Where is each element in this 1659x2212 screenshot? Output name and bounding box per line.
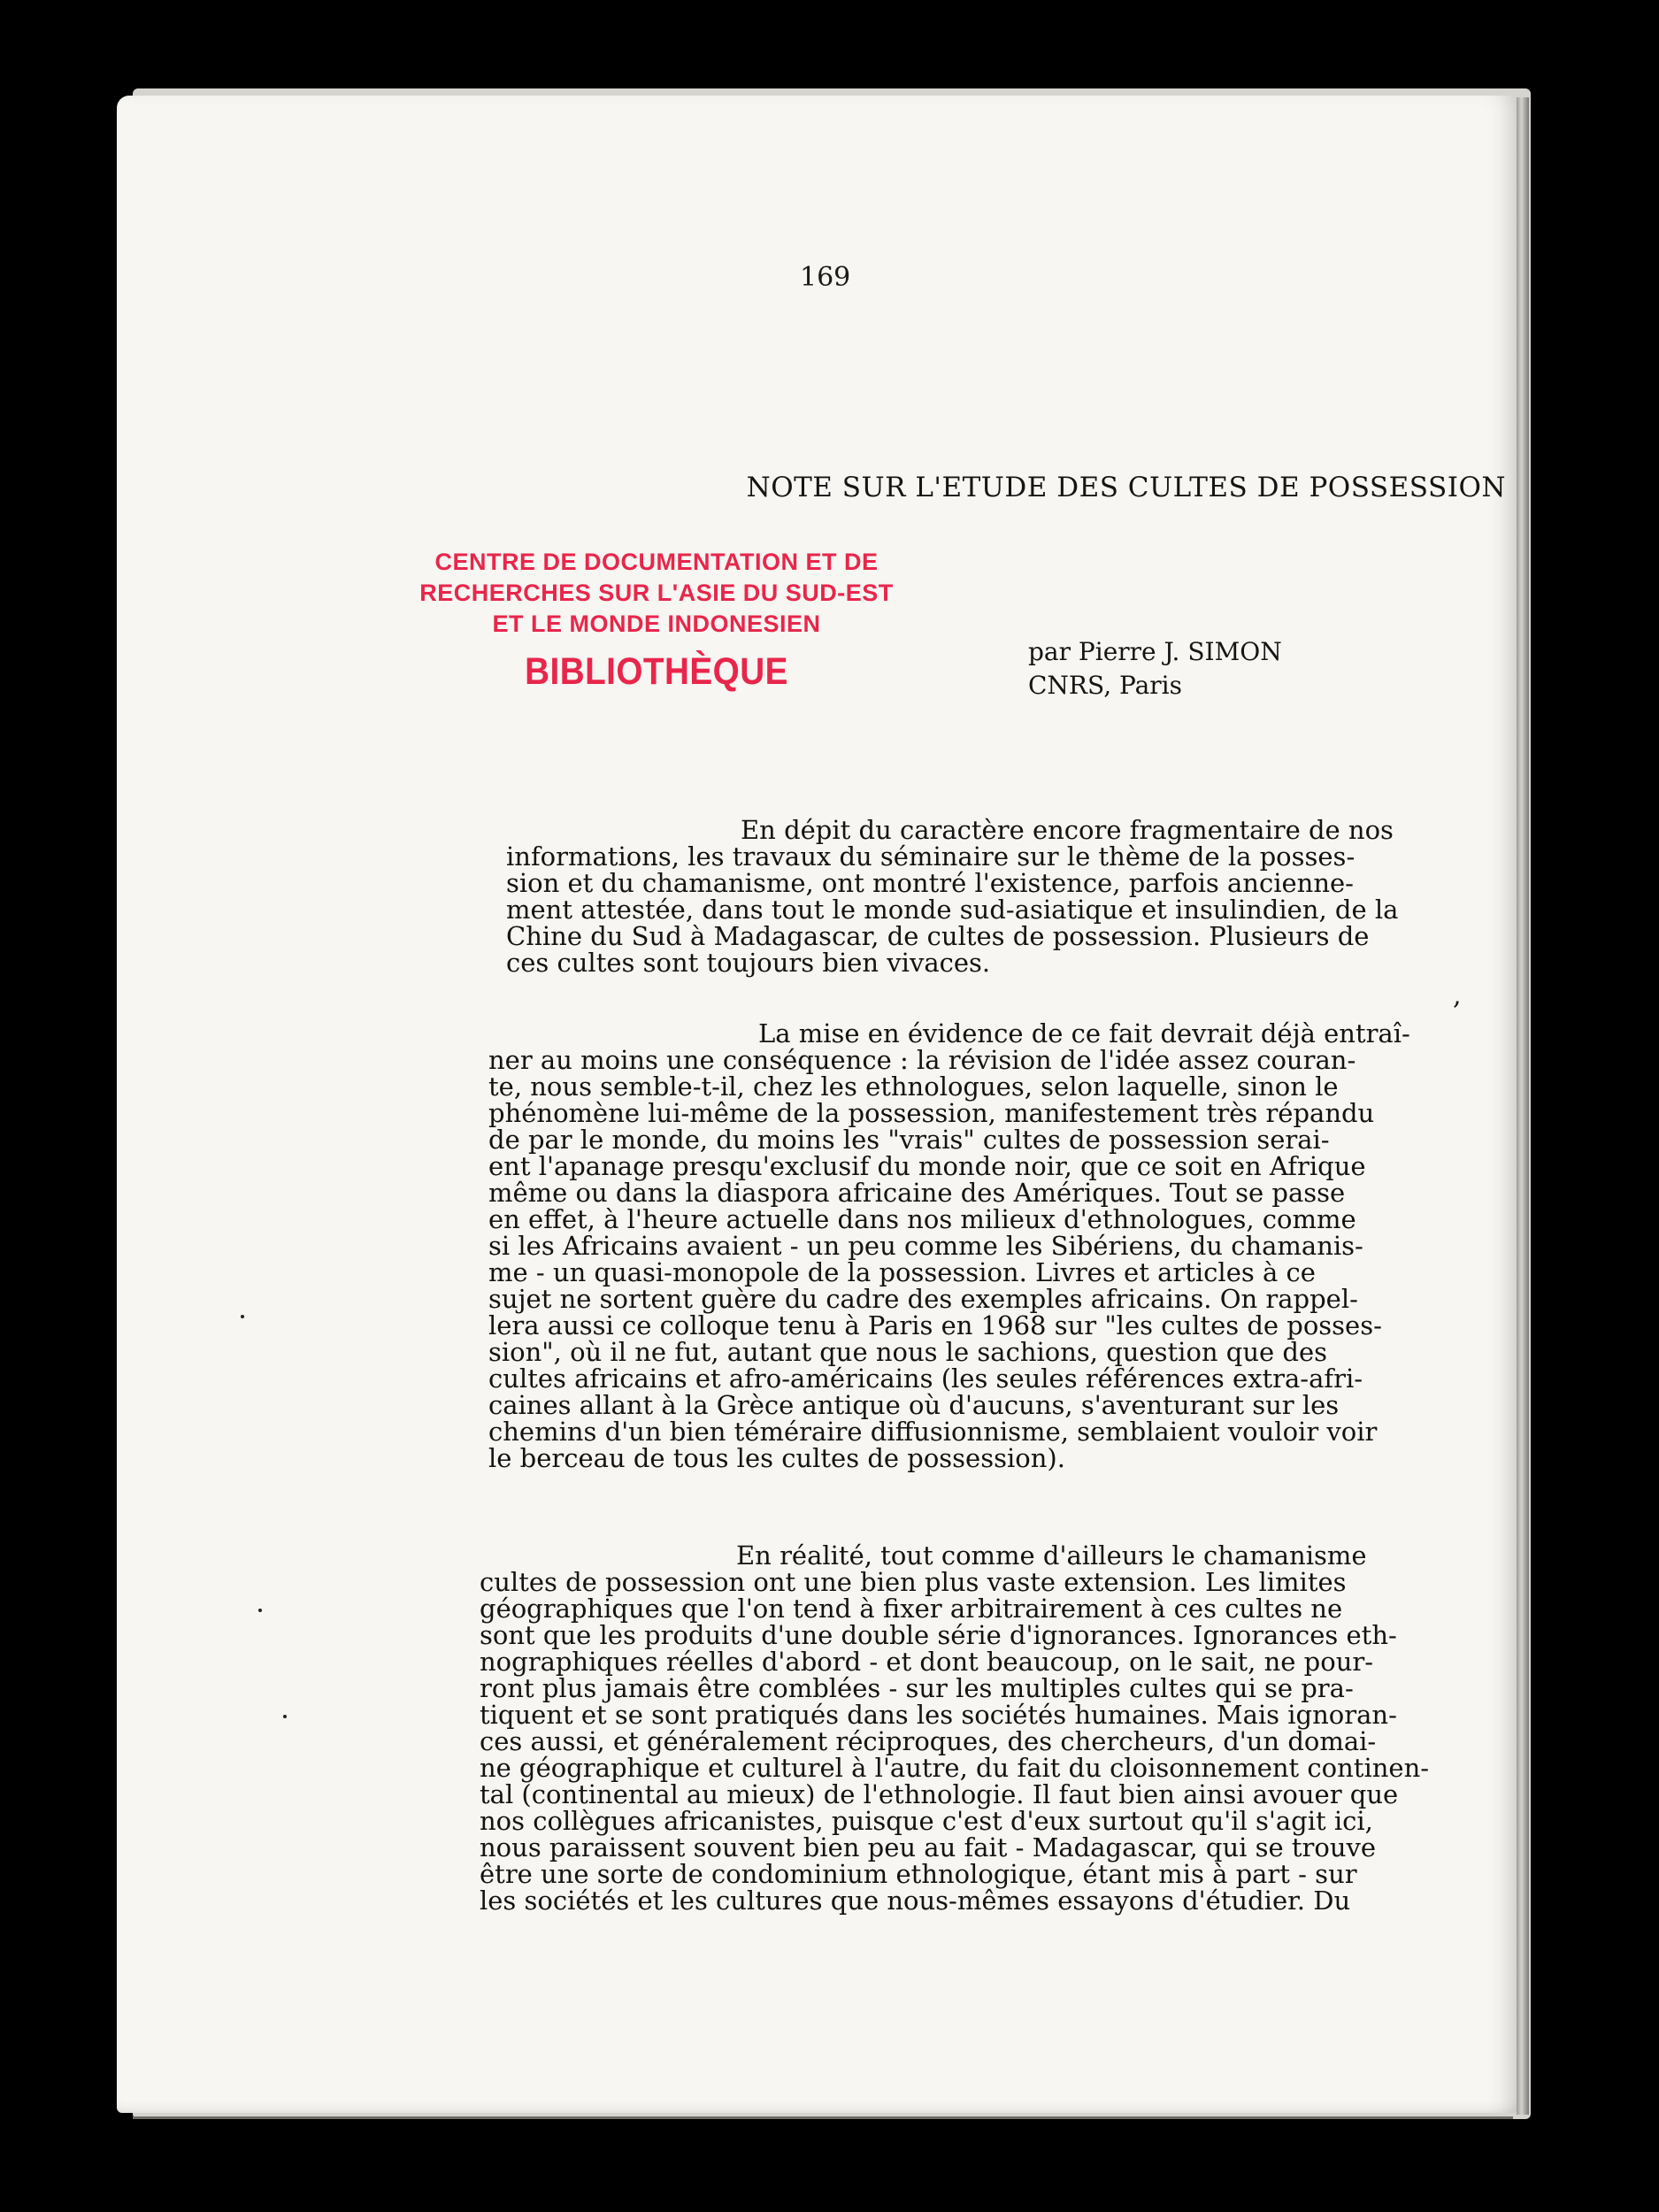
text-line: même ou dans la diaspora africaine des Amériques. Tout se passe <box>488 1178 1346 1208</box>
ink-speck <box>258 1609 262 1612</box>
text-line: en effet, à l'heure actuelle dans nos milieux d'ethnologues, comme <box>488 1204 1356 1234</box>
ink-speck <box>283 1715 287 1718</box>
text-line: Chine du Sud à Madagascar, de cultes de possession. Plusieurs de <box>506 921 1370 951</box>
text-line: caines allant à la Grèce antique où d'aucuns, s'aventurant sur les <box>488 1390 1340 1420</box>
show-through-text <box>409 317 1515 465</box>
text-line: me - un quasi-monopole de la possession. Livres et articles à ce <box>488 1257 1316 1287</box>
ink-speck <box>241 1315 244 1318</box>
text-line: sion", où il ne fut, autant que nous le sachions, question que des <box>488 1337 1328 1367</box>
library-stamp <box>382 547 931 693</box>
text-line: lera aussi ce colloque tenu à Paris en 1968 sur "les cultes de posses- <box>488 1310 1382 1340</box>
text-line: le berceau de tous les cultes de possession). <box>488 1443 1065 1473</box>
stamp-line: ET LE MONDE INDONESIEN <box>492 611 821 637</box>
author-name: par Pierre J. SIMON <box>1028 637 1282 666</box>
paragraph-1 <box>506 817 1398 976</box>
text-line: nographiques réelles d'abord - et dont beaucoup, on le sait, ne pour- <box>480 1647 1374 1677</box>
page-number: 169 <box>800 262 851 293</box>
text-line: ront plus jamais être comblées - sur les multiples cultes qui se pra- <box>480 1673 1354 1703</box>
paragraph-2 <box>488 1020 1410 1471</box>
text-line: cultes africains et afro-américains (les seules références extra-afri- <box>488 1363 1363 1394</box>
text-line: les sociétés et les cultures que nous-mêmes essayons d'étudier. Du <box>480 1886 1351 1916</box>
text-line: En dépit du caractère encore fragmentaire de nos <box>741 815 1394 845</box>
text-line: ent l'apanage presqu'exclusif du monde noir, que ce soit en Afrique <box>488 1151 1366 1181</box>
text-line: sont que les produits d'une double série d'ignorances. Ignorances eth- <box>480 1620 1397 1650</box>
paragraph-3 <box>480 1542 1429 1914</box>
text-line: En réalité, tout comme d'ailleurs le chamanisme <box>736 1540 1367 1571</box>
book-page <box>117 96 1517 2113</box>
text-line: géographiques que l'on tend à fixer arbitrairement à ces cultes ne <box>480 1594 1343 1624</box>
page-edge <box>1517 97 1529 2115</box>
text-line: sujet ne sortent guère du cadre des exemples africains. On rappel- <box>488 1284 1358 1314</box>
text-line: être une sorte de condominium ethnologique, étant mis à part - sur <box>480 1859 1357 1889</box>
author-block <box>1028 635 1488 703</box>
text-line: ne géographique et culturel à l'autre, du fait du cloisonnement continen- <box>480 1753 1430 1783</box>
stray-mark: , <box>1453 980 1462 1011</box>
text-line: nous paraissent souvent bien peu au fait - Madagascar, qui se trouve <box>480 1832 1377 1863</box>
text-line: tal (continental au mieux) de l'ethnologie. Il faut bien ainsi avouer que <box>480 1779 1399 1809</box>
text-line: cultes de possession ont une bien plus vaste extension. Les limites <box>480 1567 1347 1597</box>
text-line: chemins d'un bien téméraire diffusionnisme, semblaient vouloir voir <box>488 1417 1378 1447</box>
text-line: ces cultes sont toujours bien vivaces. <box>506 948 991 978</box>
text-line: phénomène lui-même de la possession, manifestement très répandu <box>488 1098 1375 1128</box>
text-line: tiquent et se sont pratiqués dans les sociétés humaines. Mais ignoran- <box>480 1700 1397 1730</box>
page-bottom-edge <box>133 2116 1513 2119</box>
text-line: nos collègues africanistes, puisque c'est d'eux surtout qu'il s'agit ici, <box>480 1806 1373 1836</box>
stamp-line: RECHERCHES SUR L'ASIE DU SUD-EST <box>419 580 894 606</box>
author-affiliation: CNRS, Paris <box>1028 671 1182 700</box>
text-line: informations, les travaux du séminaire sur le thème de la posses- <box>506 841 1356 872</box>
text-line: si les Africains avaient - un peu comme les Sibériens, du chamanis- <box>488 1231 1363 1261</box>
text-line: ces aussi, et généralement réciproques, des chercheurs, d'un domai- <box>480 1726 1377 1756</box>
article-title: NOTE SUR L'ETUDE DES CULTES DE POSSESSION <box>746 472 1506 503</box>
stamp-library-label: BIBLIOTHÈQUE <box>525 650 788 693</box>
text-line: ment attestée, dans tout le monde sud-asiatique et insulindien, de la <box>506 895 1399 925</box>
text-line: La mise en évidence de ce fait devrait déjà entraî- <box>758 1018 1410 1048</box>
stamp-line: CENTRE DE DOCUMENTATION ET DE <box>434 549 879 575</box>
text-line: sion et du chamanisme, ont montré l'existence, parfois ancienne- <box>506 868 1354 898</box>
text-line: de par le monde, du moins les "vrais" cultes de possession serai- <box>488 1125 1330 1155</box>
text-line: te, nous semble-t-il, chez les ethnologues, selon laquelle, sinon le <box>488 1071 1339 1102</box>
text-line: ner au moins une conséquence : la révision de l'idée assez couran- <box>488 1045 1356 1075</box>
